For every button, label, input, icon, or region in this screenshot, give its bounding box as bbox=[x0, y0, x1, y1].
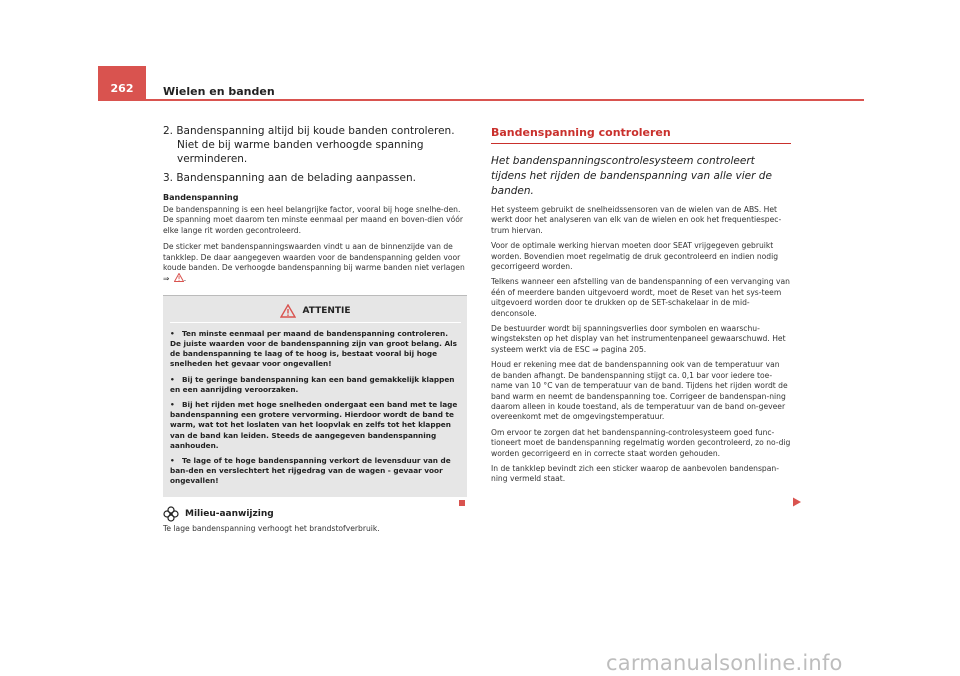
warning-title: ATTENTIE bbox=[302, 305, 351, 316]
paragraph: In de tankklep bevindt zich een sticker waarop de aanbevolen bandenspan-ning vermeld staat. bbox=[491, 463, 779, 484]
warning-header bbox=[170, 302, 461, 318]
watermark: carmanualsonline.info bbox=[606, 651, 843, 675]
warning-triangle-icon bbox=[280, 304, 296, 318]
step-2: 2. Bandenspanning altijd bij koude banden controleren. Niet de bij warme banden verhoogde spanning verminderen. bbox=[163, 125, 455, 165]
paragraph bbox=[163, 242, 467, 285]
section-lead: Het bandenspanningscontrolesysteem controleert tijdens het rijden de bandenspanning van alle vier de banden. bbox=[491, 155, 772, 197]
warning-item: • Te lage of te hoge bandenspanning verkort de levensduur van de ban-den en verslechtert het rijgedrag van de wagen - gevaar voor ongevallen! bbox=[170, 456, 451, 486]
warning-divider bbox=[170, 322, 461, 323]
paragraph: Het systeem gebruikt de snelheidssensoren van de wielen van de ABS. Het werkt door het analyseren van elk van de wielen en ook het frequentiespec-trum hiervan. bbox=[491, 205, 782, 235]
subheading-bandenspanning: Bandenspanning bbox=[163, 193, 239, 202]
paragraph-end: . bbox=[183, 274, 187, 284]
paragraph: Houd er rekening mee dat de bandenspanning ook van de temperatuur van de banden afhangt. De bandenspanning stijgt ca. 0,1 bar voor iedere toe-name van 10 °C van de temperatuur van de band. Tijdens het rijden wordt de band warm en neemt de bandenspanning toe. Corrigeer de bandenspan-ning daarom alleen in koude toestand, als de temperatuur van de band on-geveer overeenkomt met de omgevingstemperatuur. bbox=[491, 360, 788, 422]
warning-box bbox=[163, 295, 467, 497]
environment-text: Te lage bandenspanning verhoogt het brandstofverbruik. bbox=[163, 523, 380, 533]
chapter-title: Wielen en banden bbox=[163, 85, 275, 98]
paragraph: De bandenspanning is een heel belangrijke factor, vooral bij hoge snelhe-den. De spanning moet daarom ten minste eenmaal per maand en boven-dien vóór elke lange rit worden gecontroleerd. bbox=[163, 205, 463, 235]
warning-item: • Bij te geringe bandenspanning kan een band gemakkelijk klappen en een aanrijding veroorzaken. bbox=[170, 374, 455, 394]
warning-item: • Bij het rijden met hoge snelheden ondergaat een band met te lage bandenspanning een grotere vervorming. Hierdoor wordt de band te warm, wat tot het loslaten van het loopvlak en zelfs tot het klappen van de band kan leiden. Steeds de aangegeven bandenspanning aanhouden. bbox=[170, 400, 458, 450]
paragraph-text: De sticker met bandenspanningswaarden vindt u aan de binnenzijde van de tankklep. De daar aangegeven waarden voor de bandenspanning gelden voor koude banden. De verhoogde bandenspanning bij warme banden niet verlagen ⇒ bbox=[163, 242, 465, 284]
warning-triangle-icon bbox=[174, 273, 187, 284]
page-number: 262 bbox=[98, 66, 146, 100]
paragraph: Voor de optimale werking hiervan moeten door SEAT vrijgegeven gebruikt worden. Bovendien moet regelmatig de druk gecontroleerd en indien nodig gecorrigeerd worden. bbox=[491, 241, 779, 272]
warning-item: • Ten minste eenmaal per maand de bandenspanning controleren. De juiste waarden voor de bandenspanning zijn van groot belang. Als de bandenspanning te laag of te hoog is, bestaat vooral bij hoge snelheden het gevaar voor ongevallen! bbox=[170, 328, 457, 369]
environment-title: Milieu-aanwijzing bbox=[185, 508, 274, 519]
right-column bbox=[491, 124, 791, 490]
section-title: Bandenspanning controleren bbox=[491, 126, 791, 144]
header-rule bbox=[98, 99, 864, 101]
paragraph: De bestuurder wordt bij spanningsverlies door symbolen en waarschu-wingsteksten op het display van het instrumentenpaneel gewaarschuwd. Het systeem werkt via de ESC ⇒ pagina 205. bbox=[491, 324, 786, 354]
next-page-arrow-icon[interactable] bbox=[792, 497, 802, 507]
environment-header bbox=[163, 506, 467, 522]
flower-icon bbox=[163, 506, 179, 522]
paragraph: Om ervoor te zorgen dat het bandenspanning-controlesysteem goed func-tioneert moet de bandenspanning regelmatig worden gecontroleerd, zo no-dig worden gecorrigeerd en in correcte staat worden gehouden. bbox=[491, 427, 791, 458]
section-end-marker bbox=[459, 500, 465, 506]
left-column bbox=[163, 124, 467, 533]
step-3: 3. Bandenspanning aan de belading aanpassen. bbox=[163, 172, 416, 184]
paragraph: Telkens wanneer een afstelling van de bandenspanning of een vervanging van één of meerdere banden uitgevoerd wordt, moet de Reset van het sys-teem uitgevoerd worden door te drukken op de SET-schakelaar in de mid-denconsole. bbox=[491, 277, 790, 318]
